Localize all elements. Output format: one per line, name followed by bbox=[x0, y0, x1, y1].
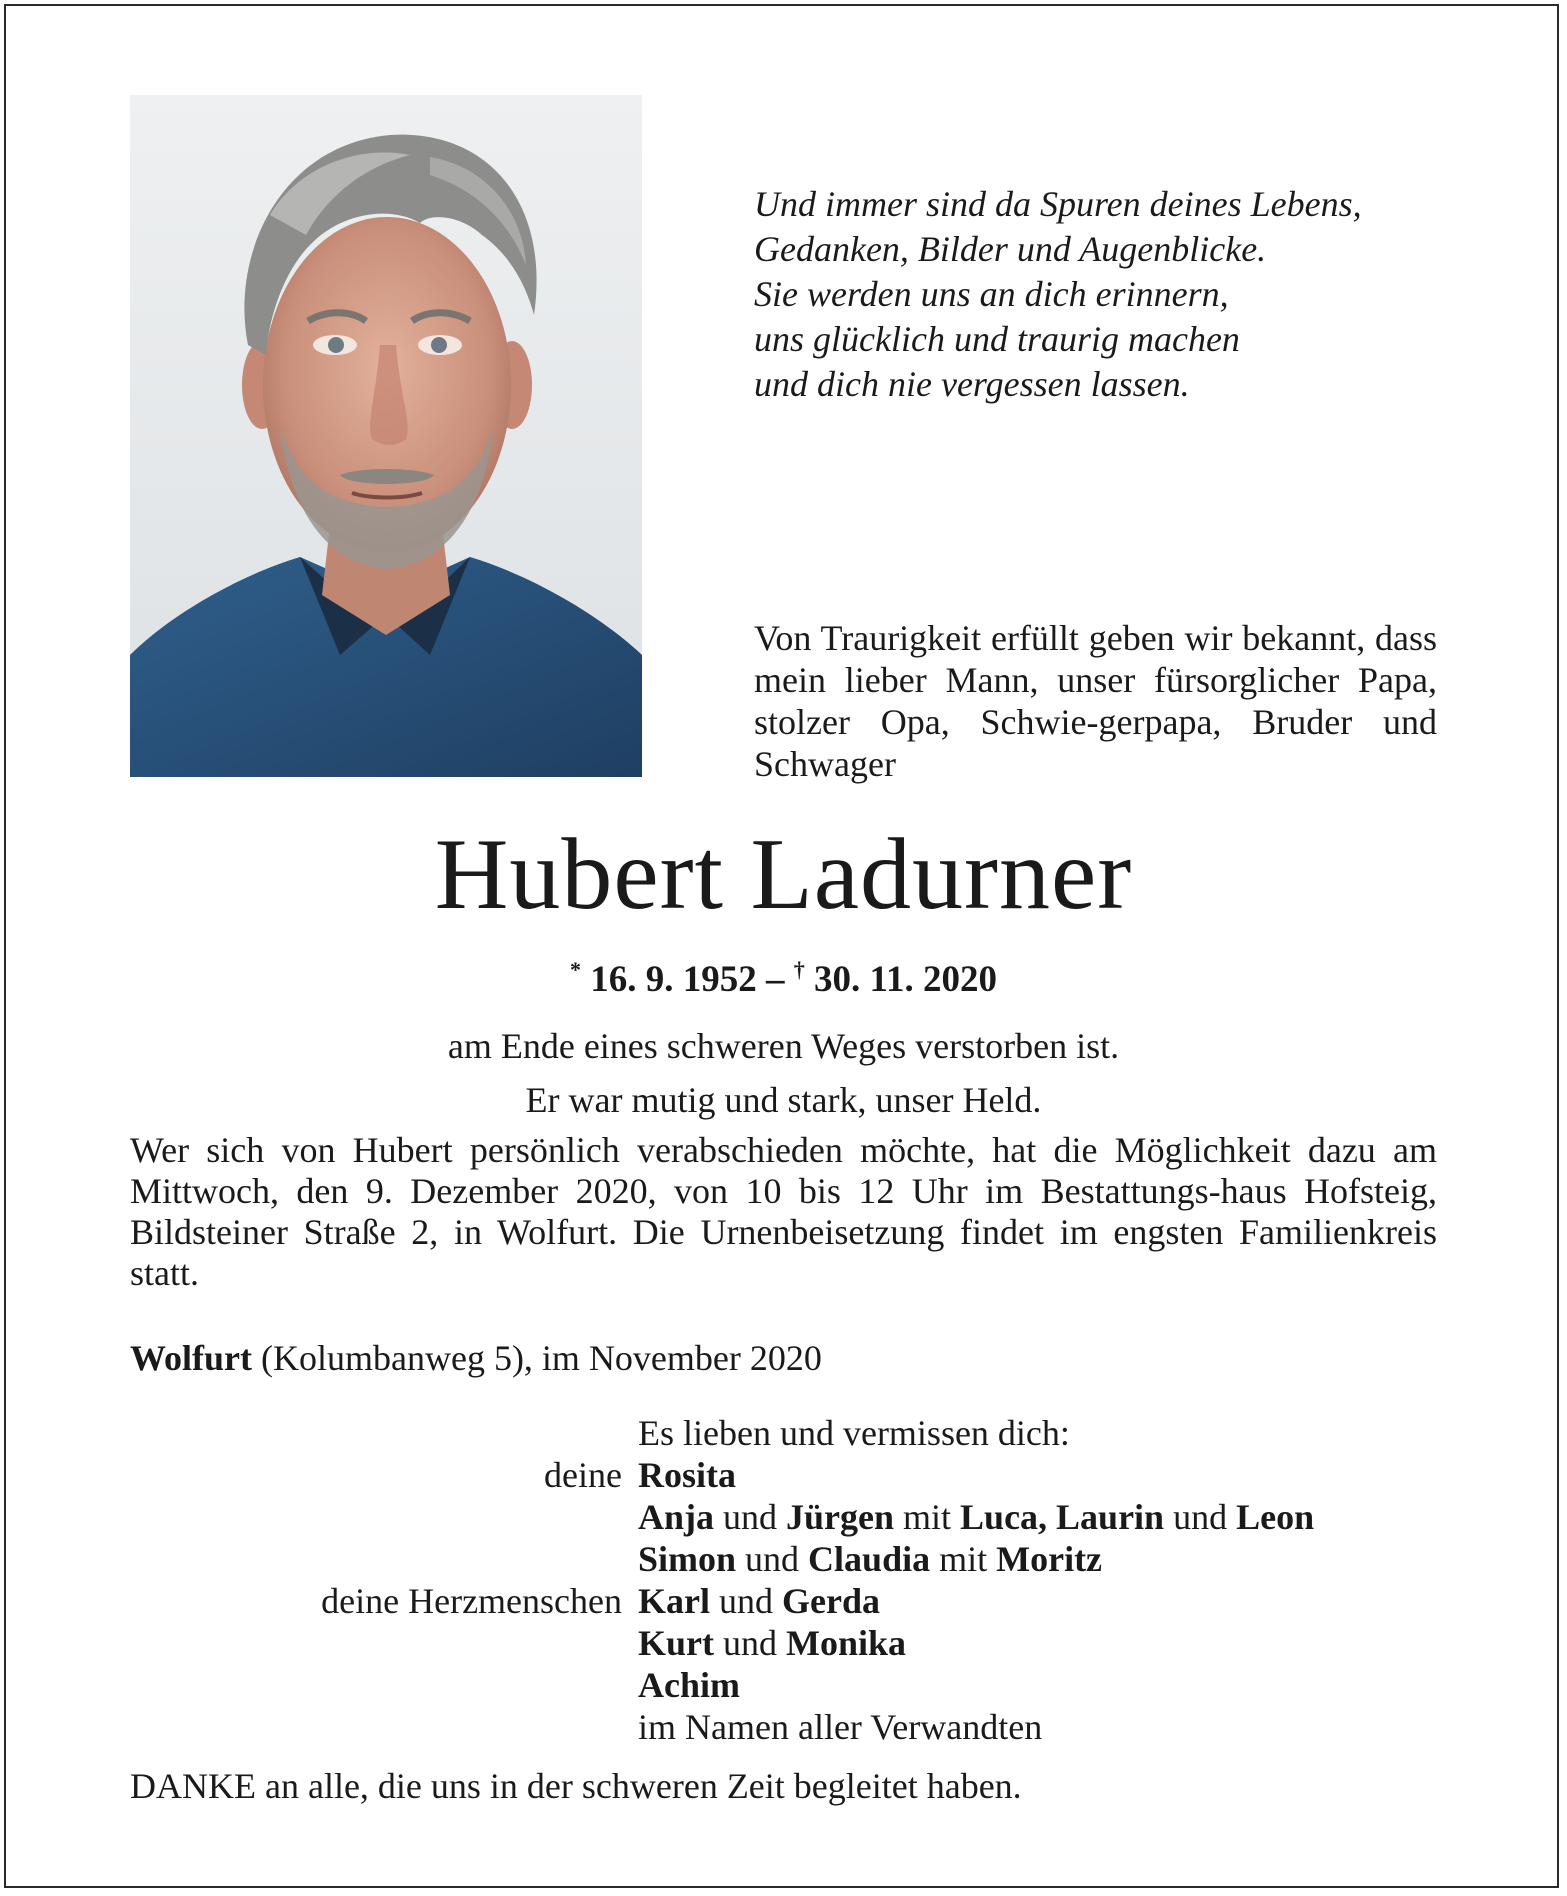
family-member: Gerda bbox=[781, 1581, 880, 1621]
poem bbox=[754, 182, 1474, 407]
family-member: Leon bbox=[1236, 1497, 1315, 1537]
family-member: Karl bbox=[638, 1581, 710, 1621]
family-member: Luca, Laurin bbox=[960, 1497, 1165, 1537]
family-member: Anja bbox=[638, 1497, 715, 1537]
family-member: Claudia bbox=[808, 1539, 931, 1579]
family-member: Simon bbox=[638, 1539, 737, 1579]
place-rest: (Kolumbanweg 5), im November 2020 bbox=[252, 1338, 822, 1378]
passing-line: am Ende eines schweren Weges verstorben ist. bbox=[447, 1026, 1120, 1066]
family-intro-row bbox=[130, 1412, 1437, 1454]
place-town: Wolfurt bbox=[130, 1338, 252, 1378]
portrait-photo bbox=[130, 95, 642, 777]
poem-line: und dich nie vergessen lassen. bbox=[754, 364, 1190, 404]
family-member: Achim bbox=[638, 1665, 740, 1705]
poem-line: uns glücklich und traurig machen bbox=[754, 319, 1240, 359]
date-separator: – bbox=[766, 959, 785, 1000]
family-row bbox=[130, 1664, 1437, 1706]
announcement-text: Von Traurigkeit erfüllt geben wir bekannt, dass mein lieber Mann, unser fürsorglicher Papa, stolzer Opa, Schwie-gerpapa, Bruder und Schwager bbox=[754, 618, 1437, 784]
life-dates bbox=[0, 948, 1567, 1002]
birth-date: 16. 9. 1952 bbox=[590, 959, 757, 1000]
family-row-wife bbox=[130, 1454, 1437, 1496]
death-symbol: † bbox=[793, 957, 805, 982]
farewell-info: Wer sich von Hubert persönlich verabschieden möchte, hat die Möglichkeit dazu am Mittwoch, den 9. Dezember 2020, von 10 bis 12 Uhr im Bestattungs-haus Hofsteig, Bildsteiner Straße 2, in Wolfurt. Die Urnenbeisetzung findet im engsten Familienkreis statt. bbox=[130, 1130, 1437, 1293]
family-row bbox=[130, 1706, 1437, 1748]
thanks-line: DANKE an alle, die uns in der schweren Zeit begleitet haben. bbox=[130, 1766, 1022, 1806]
family-label: deine bbox=[544, 1455, 622, 1495]
family-member: Monika bbox=[786, 1623, 907, 1663]
place-date bbox=[130, 1336, 1130, 1380]
family-member: Moritz bbox=[996, 1539, 1103, 1579]
family-member: Rosita bbox=[638, 1455, 736, 1495]
family-row: Anja und Jürgen mit Luca, Laurin und Leon bbox=[638, 1497, 1315, 1537]
family-list bbox=[130, 1412, 1437, 1748]
deceased-name: Hubert Ladurner bbox=[434, 818, 1133, 931]
family-member: Kurt bbox=[638, 1623, 714, 1663]
family-closing: im Namen aller Verwandten bbox=[638, 1707, 1043, 1747]
family-intro: Es lieben und vermissen dich: bbox=[638, 1413, 1070, 1453]
family-member: Jürgen bbox=[786, 1497, 895, 1537]
death-date: 30. 11. 2020 bbox=[814, 959, 997, 1000]
poem-line: Gedanken, Bilder und Augenblicke. bbox=[754, 229, 1267, 269]
family-row: deine Herzmenschen Karl und Gerda bbox=[130, 1580, 1437, 1622]
poem-line: Und immer sind da Spuren deines Lebens, bbox=[754, 184, 1362, 224]
poem-line: Sie werden uns an dich erinnern, bbox=[754, 274, 1229, 314]
family-row: Simon und Claudia mit Moritz bbox=[638, 1539, 1103, 1579]
birth-symbol: * bbox=[570, 957, 582, 982]
family-label: deine Herzmenschen bbox=[321, 1581, 622, 1621]
hero-line: Er war mutig und stark, unser Held. bbox=[525, 1080, 1042, 1120]
family-row: Kurt und Monika bbox=[638, 1623, 907, 1663]
portrait-image bbox=[130, 95, 642, 777]
